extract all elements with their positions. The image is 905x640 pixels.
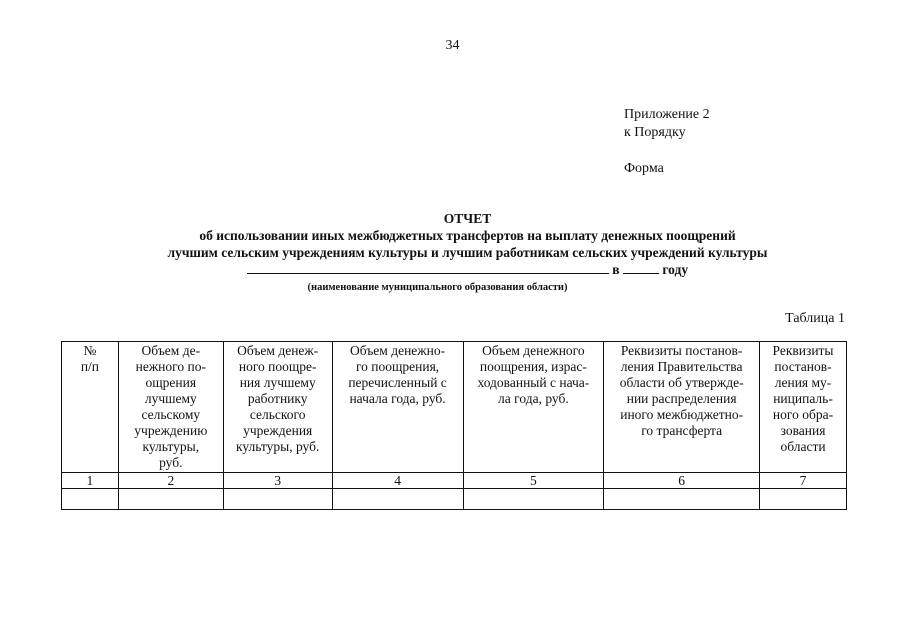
report-title-block — [0, 210, 905, 296]
column-number-cell: 1 — [62, 473, 119, 489]
data-entry-cell — [62, 489, 119, 510]
column-number-cell: 4 — [332, 473, 463, 489]
report-title-line-2: лучшим сельским учреждениям культуры и лучшим работникам сельских учреждений культуры — [167, 245, 768, 260]
municipality-name-line — [247, 261, 688, 278]
column-number-cell: 6 — [604, 473, 760, 489]
year-prefix: в — [612, 262, 620, 277]
data-entry-row — [62, 489, 847, 510]
year-blank — [623, 261, 659, 274]
column-number-cell: 3 — [223, 473, 332, 489]
data-entry-cell — [463, 489, 604, 510]
year-suffix: году — [662, 262, 689, 277]
header-cell-government-decree: Реквизиты постанов- ления Правительства области об утвержде- нии распределения иного межбюджетно- го трансферта — [604, 342, 760, 473]
header-cell-worker-reward: Объем денеж- ного поощре- ния лучшему работнику сельского учреждения культуры, руб. — [223, 342, 332, 473]
appendix-label: Приложение 2 — [624, 107, 710, 122]
header-cell-municipal-decree: Реквизиты постанов- ления му- ниципаль- ного обра- зования области — [760, 342, 847, 473]
header-cell-number: № п/п — [62, 342, 119, 473]
page-number: 34 — [445, 38, 460, 53]
header-cell-spent: Объем денежного поощрения, израс- ходованный с нача- ла года, руб. — [463, 342, 604, 473]
data-entry-cell — [223, 489, 332, 510]
column-number-cell: 7 — [760, 473, 847, 489]
data-entry-cell — [118, 489, 223, 510]
appendix-reference: к Порядку — [624, 125, 686, 140]
data-entry-cell — [604, 489, 760, 510]
report-table — [61, 341, 847, 510]
column-number-row — [62, 473, 847, 489]
municipality-name-caption: (наименование муниципального образования области) — [307, 282, 568, 293]
column-number-cell: 5 — [463, 473, 604, 489]
form-label: Форма — [624, 161, 664, 176]
table-label: Таблица 1 — [785, 311, 845, 326]
report-title-line-1: об использовании иных межбюджетных трансфертов на выплату денежных поощрений — [199, 228, 736, 243]
header-cell-transferred: Объем денежно- го поощрения, перечисленный с начала года, руб. — [332, 342, 463, 473]
appendix-block — [624, 106, 710, 178]
municipality-name-blank — [247, 261, 609, 274]
report-heading: ОТЧЕТ — [443, 211, 492, 226]
column-number-cell: 2 — [118, 473, 223, 489]
data-entry-cell — [760, 489, 847, 510]
table-header-row — [62, 342, 847, 473]
header-cell-institution-reward: Объем де- нежного по- ощрения лучшему сельскому учреждению культуры, руб. — [118, 342, 223, 473]
data-entry-cell — [332, 489, 463, 510]
